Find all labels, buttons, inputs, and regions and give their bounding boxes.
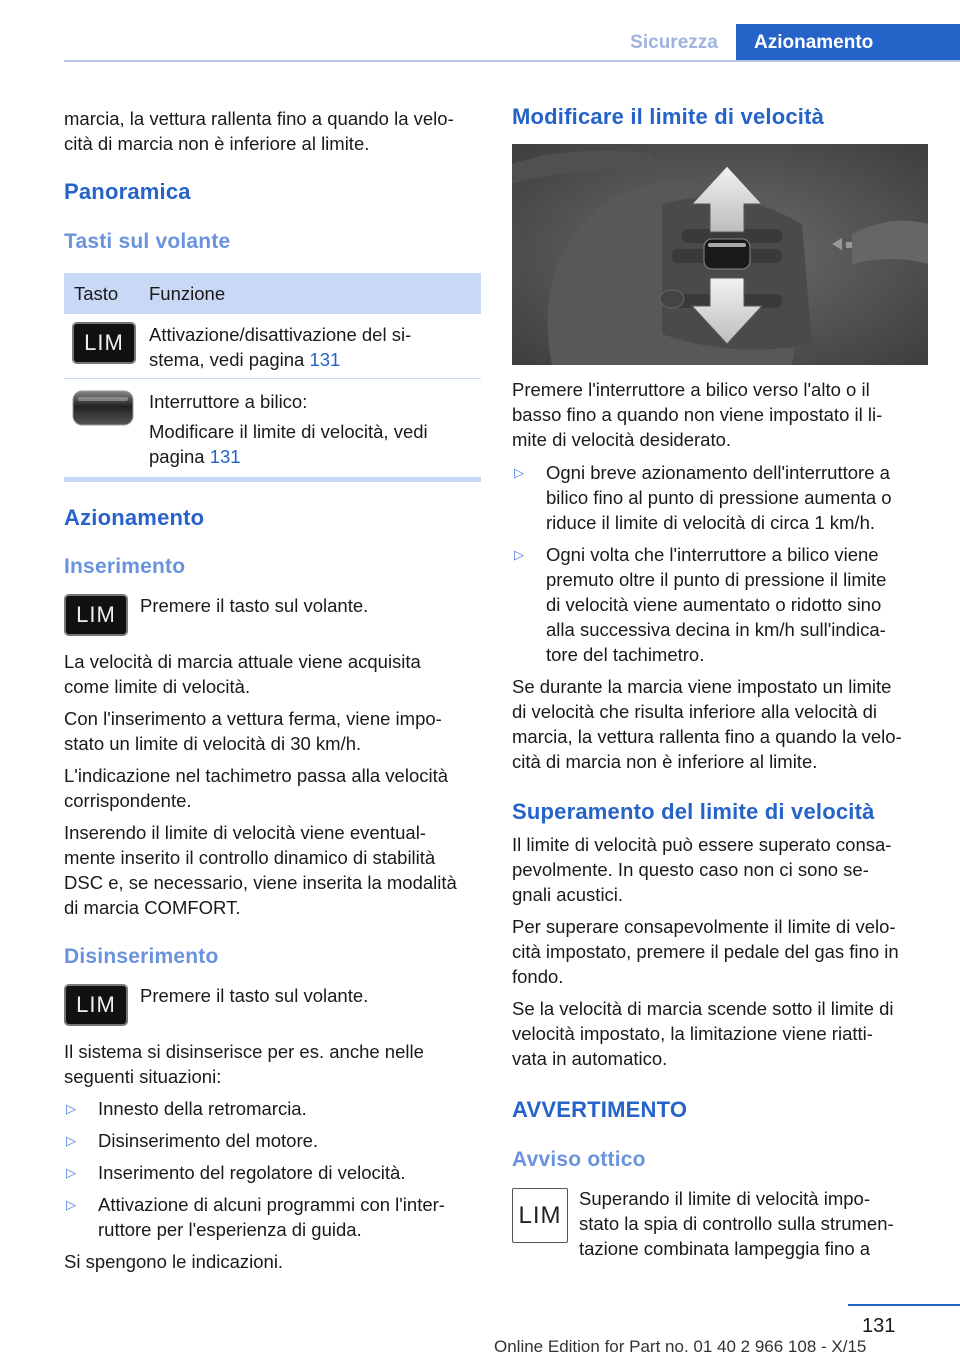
ins-p3-2: corrispondente. (64, 790, 192, 811)
heading-avviso: Avviso ottico (512, 1148, 646, 1171)
mod-p1-3: mite di velocità desiderato. (512, 429, 732, 450)
dis-bullet-4: Attivazione di alcuni programmi con l'inter- (98, 1194, 445, 1215)
heading-modificare: Modificare il limite di velocità (512, 104, 825, 129)
heading-avvertimento: AVVERTIMENTO (512, 1097, 688, 1122)
ins-p4-4: di marcia COMFORT. (64, 897, 241, 918)
keys-table (64, 273, 481, 483)
ins-p2-1: Con l'inserimento a vettura ferma, viene impo- (64, 708, 442, 729)
mod-b2-4: alla successiva decina in km/h sull'indica- (546, 619, 886, 640)
ins-p4-1: Inserendo il limite di velocità viene eventual- (64, 822, 426, 843)
sup-p1-3: gnali acustici. (512, 884, 624, 905)
sup-p3-1: Se la velocità di marcia scende sotto il limite di (512, 998, 894, 1019)
footer-edition: Online Edition for Part no. 01 40 2 966 108 - X/15 (494, 1337, 867, 1356)
lim-button-icon: LIM (72, 322, 136, 364)
dis-p1-1: Il sistema si disinserisce per es. anche nelle (64, 1041, 424, 1062)
heading-superamento: Superamento del limite di velocità (512, 799, 875, 824)
row2-func-b1: Modificare il limite di velocità, vedi (149, 421, 428, 442)
heading-azionamento: Azionamento (64, 505, 205, 530)
lim-button-icon: LIM (64, 594, 128, 636)
mod-b1-1: Ogni breve azionamento dell'interruttore a (546, 462, 890, 483)
heading-panoramica: Panoramica (64, 179, 191, 204)
dis-p1-2: seguenti situazioni: (64, 1066, 222, 1087)
steering-wheel-photo (512, 144, 928, 365)
table-header (64, 273, 481, 314)
triangle-bullet-icon: ▷ (514, 465, 524, 480)
row1-func-line2: stema, vedi pagina 131 (149, 349, 341, 370)
avv-line-1: Superando il limite di velocità impo- (579, 1188, 870, 1209)
sup-p1-1: Il limite di velocità può essere superato consa- (512, 834, 892, 855)
sup-p2-2: cità impostato, premere il pedale del gas fino in (512, 941, 899, 962)
sup-p3-3: vata in automatico. (512, 1048, 668, 1069)
dis-bullet-4-cont: ruttore per l'esperienza di guida. (98, 1219, 362, 1240)
ins-p2-2: stato un limite di velocità di 30 km/h. (64, 733, 362, 754)
mod-b2-2: premuto oltre il punto di pressione il limite (546, 569, 887, 590)
triangle-bullet-icon: ▷ (66, 1165, 76, 1180)
mod-b2-3: di velocità viene aumentato o ridotto sino (546, 594, 882, 615)
mod-p1-1: Premere l'interruttore a bilico verso l'alto o il (512, 379, 870, 400)
header-tab-sicurezza[interactable]: Sicurezza (630, 32, 718, 53)
col-funzione: Funzione (149, 283, 226, 304)
row2-func-b2: pagina 131 (149, 446, 241, 467)
sup-p1-2: pevolmente. In questo caso non ci sono se- (512, 859, 869, 880)
lim-button-icon: LIM (64, 984, 128, 1026)
page-number: 131 (862, 1315, 896, 1337)
footer-rule (848, 1304, 960, 1306)
ins-instruction: Premere il tasto sul volante. (140, 595, 369, 616)
dis-bullet-3: Inserimento del regolatore di velocità. (98, 1162, 406, 1183)
triangle-bullet-icon: ▷ (66, 1133, 76, 1148)
rocker-switch-icon (72, 389, 134, 427)
sup-p2-1: Per superare consapevolmente il limite di velo- (512, 916, 896, 937)
mod-p2-1: Se durante la marcia viene impostato un limite (512, 676, 892, 697)
triangle-bullet-icon: ▷ (66, 1101, 76, 1116)
sup-p3-2: velocità impostato, la limitazione viene riatti- (512, 1023, 873, 1044)
triangle-bullet-icon: ▷ (514, 547, 524, 562)
dis-instruction: Premere il tasto sul volante. (140, 985, 369, 1006)
dis-bullet-2: Disinserimento del motore. (98, 1130, 319, 1151)
ins-p1-1: La velocità di marcia attuale viene acquisita (64, 651, 421, 672)
row2-func-a: Interruttore a bilico: (149, 391, 308, 412)
mod-p2-3: marcia, la vettura rallenta fino a quando la velo- (512, 726, 902, 747)
page-link[interactable]: 131 (309, 349, 341, 370)
mod-b1-2: bilico fino al punto di pressione aumenta o (546, 487, 892, 508)
table-bottom-rule (64, 477, 481, 482)
heading-inserimento: Inserimento (64, 555, 186, 578)
col-tasto: Tasto (74, 283, 119, 304)
mod-b2-1: Ogni volta che l'interruttore a bilico viene (546, 544, 879, 565)
triangle-bullet-icon: ▷ (66, 1197, 76, 1212)
intro-line-2: cità di marcia non è inferiore al limite. (64, 133, 370, 154)
avv-line-2: stato la spia di controllo sulla strumen- (579, 1213, 894, 1234)
ins-p4-3: DSC e, se necessario, viene inserita la modalità (64, 872, 457, 893)
sup-p2-3: fondo. (512, 966, 564, 987)
mod-b2-5: tore del tachimetro. (546, 644, 705, 665)
mod-p1-2: basso fino a quando non viene impostato il li- (512, 404, 883, 425)
header-rule (64, 60, 960, 62)
mod-p2-4: cità di marcia non è inferiore al limite. (512, 751, 818, 772)
dis-end: Si spengono le indicazioni. (64, 1251, 284, 1272)
intro-line-1: marcia, la vettura rallenta fino a quando la velo- (64, 108, 454, 129)
avv-line-3: tazione combinata lampeggia fino a (579, 1238, 871, 1259)
lim-indicator-icon: LIM (512, 1188, 568, 1243)
page-link[interactable]: 131 (209, 446, 241, 467)
ins-p3-1: L'indicazione nel tachimetro passa alla velocità (64, 765, 449, 786)
header-tab-azionamento[interactable]: Azionamento (736, 24, 960, 62)
heading-tasti: Tasti sul volante (64, 230, 231, 253)
ins-p1-2: come limite di velocità. (64, 676, 251, 697)
mod-p2-2: di velocità che risulta inferiore alla velocità di (512, 701, 878, 722)
heading-disinserimento: Disinserimento (64, 945, 219, 968)
dis-bullet-1: Innesto della retromarcia. (98, 1098, 307, 1119)
mod-b1-3: riduce il limite di velocità di circa 1 km/h. (546, 512, 875, 533)
row1-func-line1: Attivazione/disattivazione del si- (149, 324, 412, 345)
ins-p4-2: mente inserito il controllo dinamico di stabilità (64, 847, 436, 868)
row-divider (64, 378, 481, 379)
